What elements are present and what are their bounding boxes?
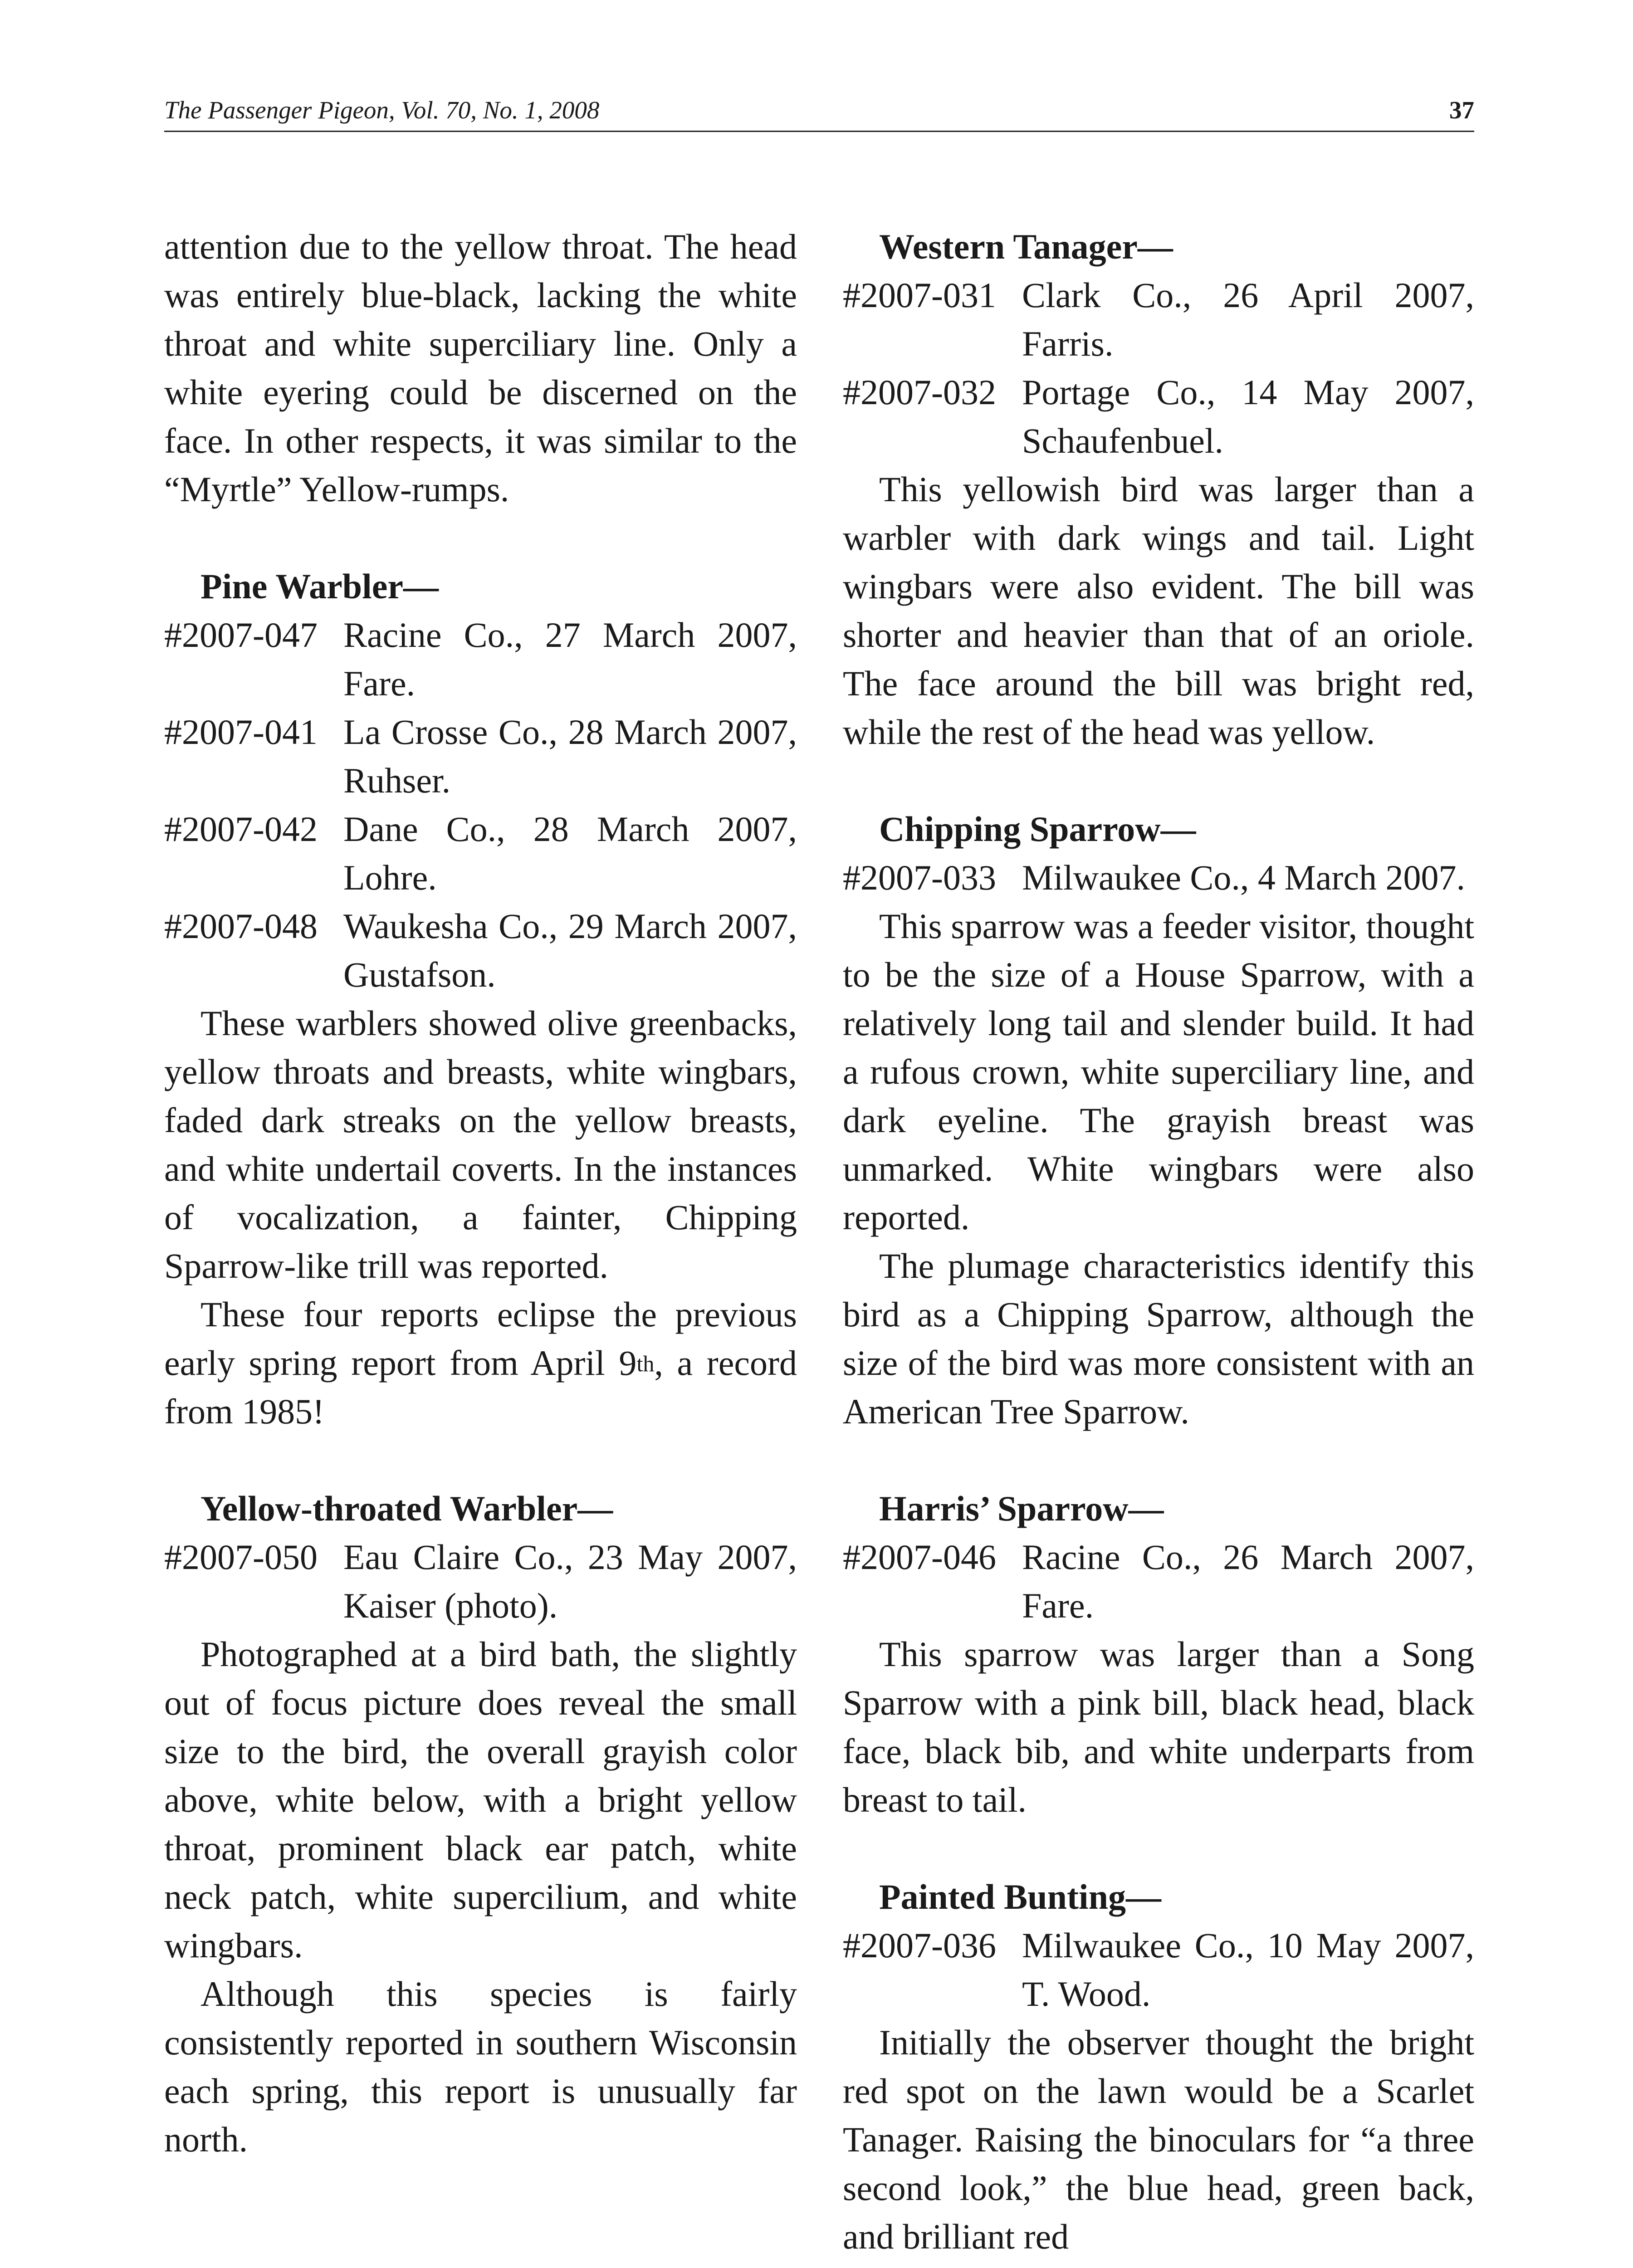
body-paragraph: Initially the observer thought the bright red spot on the lawn would be a Scarlet Tanager. Raising the binoculars for “a three second look,” the blue head, green back, and brilliant red	[843, 2023, 1474, 2256]
species-heading-pine-warbler: Pine Warbler—	[200, 567, 439, 606]
record-id: #2007-047	[164, 615, 318, 655]
record-id: #2007-041	[164, 712, 318, 752]
record-details: Clark Co., 26 April 2007, Farris.	[1022, 275, 1474, 363]
record-id: #2007-033	[843, 858, 996, 897]
record-id: #2007-046	[843, 1537, 996, 1577]
record-entry	[843, 1533, 1474, 1630]
record-id: #2007-032	[843, 372, 996, 412]
record-details: Eau Claire Co., 23 May 2007, Kaiser (photo).	[343, 1537, 797, 1625]
record-entry	[164, 805, 797, 902]
record-id: #2007-042	[164, 809, 318, 849]
record-details: Waukesha Co., 29 March 2007, Gustafson.	[343, 906, 797, 994]
record-details: Racine Co., 26 March 2007, Fare.	[1022, 1537, 1474, 1625]
record-id: #2007-048	[164, 906, 318, 946]
ordinal-superscript: th	[636, 1351, 655, 1376]
species-heading-painted-bunting: Painted Bunting—	[879, 1877, 1161, 1916]
record-entry	[843, 368, 1474, 465]
record-details: Milwaukee Co., 10 May 2007, T. Wood.	[1022, 1926, 1474, 2014]
record-entry	[843, 853, 1474, 902]
running-head	[164, 90, 1474, 132]
page-number: 37	[1449, 96, 1474, 124]
text-run: , a record from 1985!	[164, 1343, 797, 1431]
body-paragraph: This sparrow was larger than a Song Sparrow with a pink bill, black head, black face, black bib, and white underparts from breast to tail.	[843, 1634, 1474, 1819]
body-paragraph: This sparrow was a feeder visitor, thought to be the size of a House Sparrow, with a relatively long tail and slender build. It had a rufous crown, white superciliary line, and dark eyeline. The grayish breast was unmarked. White wingbars were also reported.	[843, 906, 1474, 1237]
species-heading-harris-sparrow: Harris’ Sparrow—	[879, 1489, 1164, 1528]
record-details: Milwaukee Co., 4 March 2007.	[1022, 858, 1465, 897]
body-paragraph: Photographed at a bird bath, the slightly out of focus picture does reveal the small size to the bird, the overall grayish color above, white below, with a bright yellow throat, prominent black ear patch, white neck patch, white supercilium, and white wingbars.	[164, 1634, 797, 1965]
text-run: These four reports eclipse the previous early spring report from April 9	[164, 1295, 797, 1383]
record-id: #2007-036	[843, 1926, 996, 1965]
record-details: Portage Co., 14 May 2007, Schaufenbuel.	[1022, 372, 1474, 460]
journal-title: The Passenger Pigeon, Vol. 70, No. 1, 2008	[164, 96, 600, 124]
intro-paragraph: attention due to the yellow throat. The head was entirely blue-black, lacking the white throat and white superciliary line. Only a white eyering could be discerned on the face. In other respects, it was similar to the “Myrtle” Yellow-rumps.	[164, 227, 797, 509]
body-paragraph	[164, 1290, 797, 1436]
species-heading-yellow-throated-warbler: Yellow-throated Warbler—	[200, 1489, 613, 1528]
body-paragraph: This yellowish bird was larger than a warbler with dark wings and tail. Light wingbars were also evident. The bill was shorter and heavier than that of an oriole. The face around the bill was bright red, while the rest of the head was yellow.	[843, 469, 1474, 752]
record-id: #2007-050	[164, 1537, 318, 1577]
record-entry	[164, 611, 797, 708]
body-paragraph: These warblers showed olive greenbacks, yellow throats and breasts, white wingbars, faded dark streaks on the yellow breasts, and white undertail coverts. In the instances of vocalization, a fainter, Chipping Sparrow-like trill was reported.	[164, 1003, 797, 1286]
record-details: La Crosse Co., 28 March 2007, Ruhser.	[343, 712, 797, 800]
right-column	[843, 222, 1474, 2261]
record-entry	[164, 708, 797, 805]
record-entry	[164, 902, 797, 999]
species-heading-chipping-sparrow: Chipping Sparrow—	[879, 809, 1196, 849]
record-entry	[843, 1921, 1474, 2018]
record-id: #2007-031	[843, 275, 996, 315]
body-paragraph: The plumage characteristics identify this bird as a Chipping Sparrow, although the size of the bird was more consistent with an American Tree Sparrow.	[843, 1246, 1474, 1431]
species-heading-western-tanager: Western Tanager—	[879, 227, 1173, 266]
body-paragraph: Although this species is fairly consistently reported in southern Wisconsin each spring, this report is unusually far north.	[164, 1974, 797, 2159]
record-details: Racine Co., 27 March 2007, Fare.	[343, 615, 797, 703]
record-details: Dane Co., 28 March 2007, Lohre.	[343, 809, 797, 897]
record-entry	[164, 1533, 797, 1630]
left-column	[164, 222, 797, 2164]
record-entry	[843, 271, 1474, 368]
